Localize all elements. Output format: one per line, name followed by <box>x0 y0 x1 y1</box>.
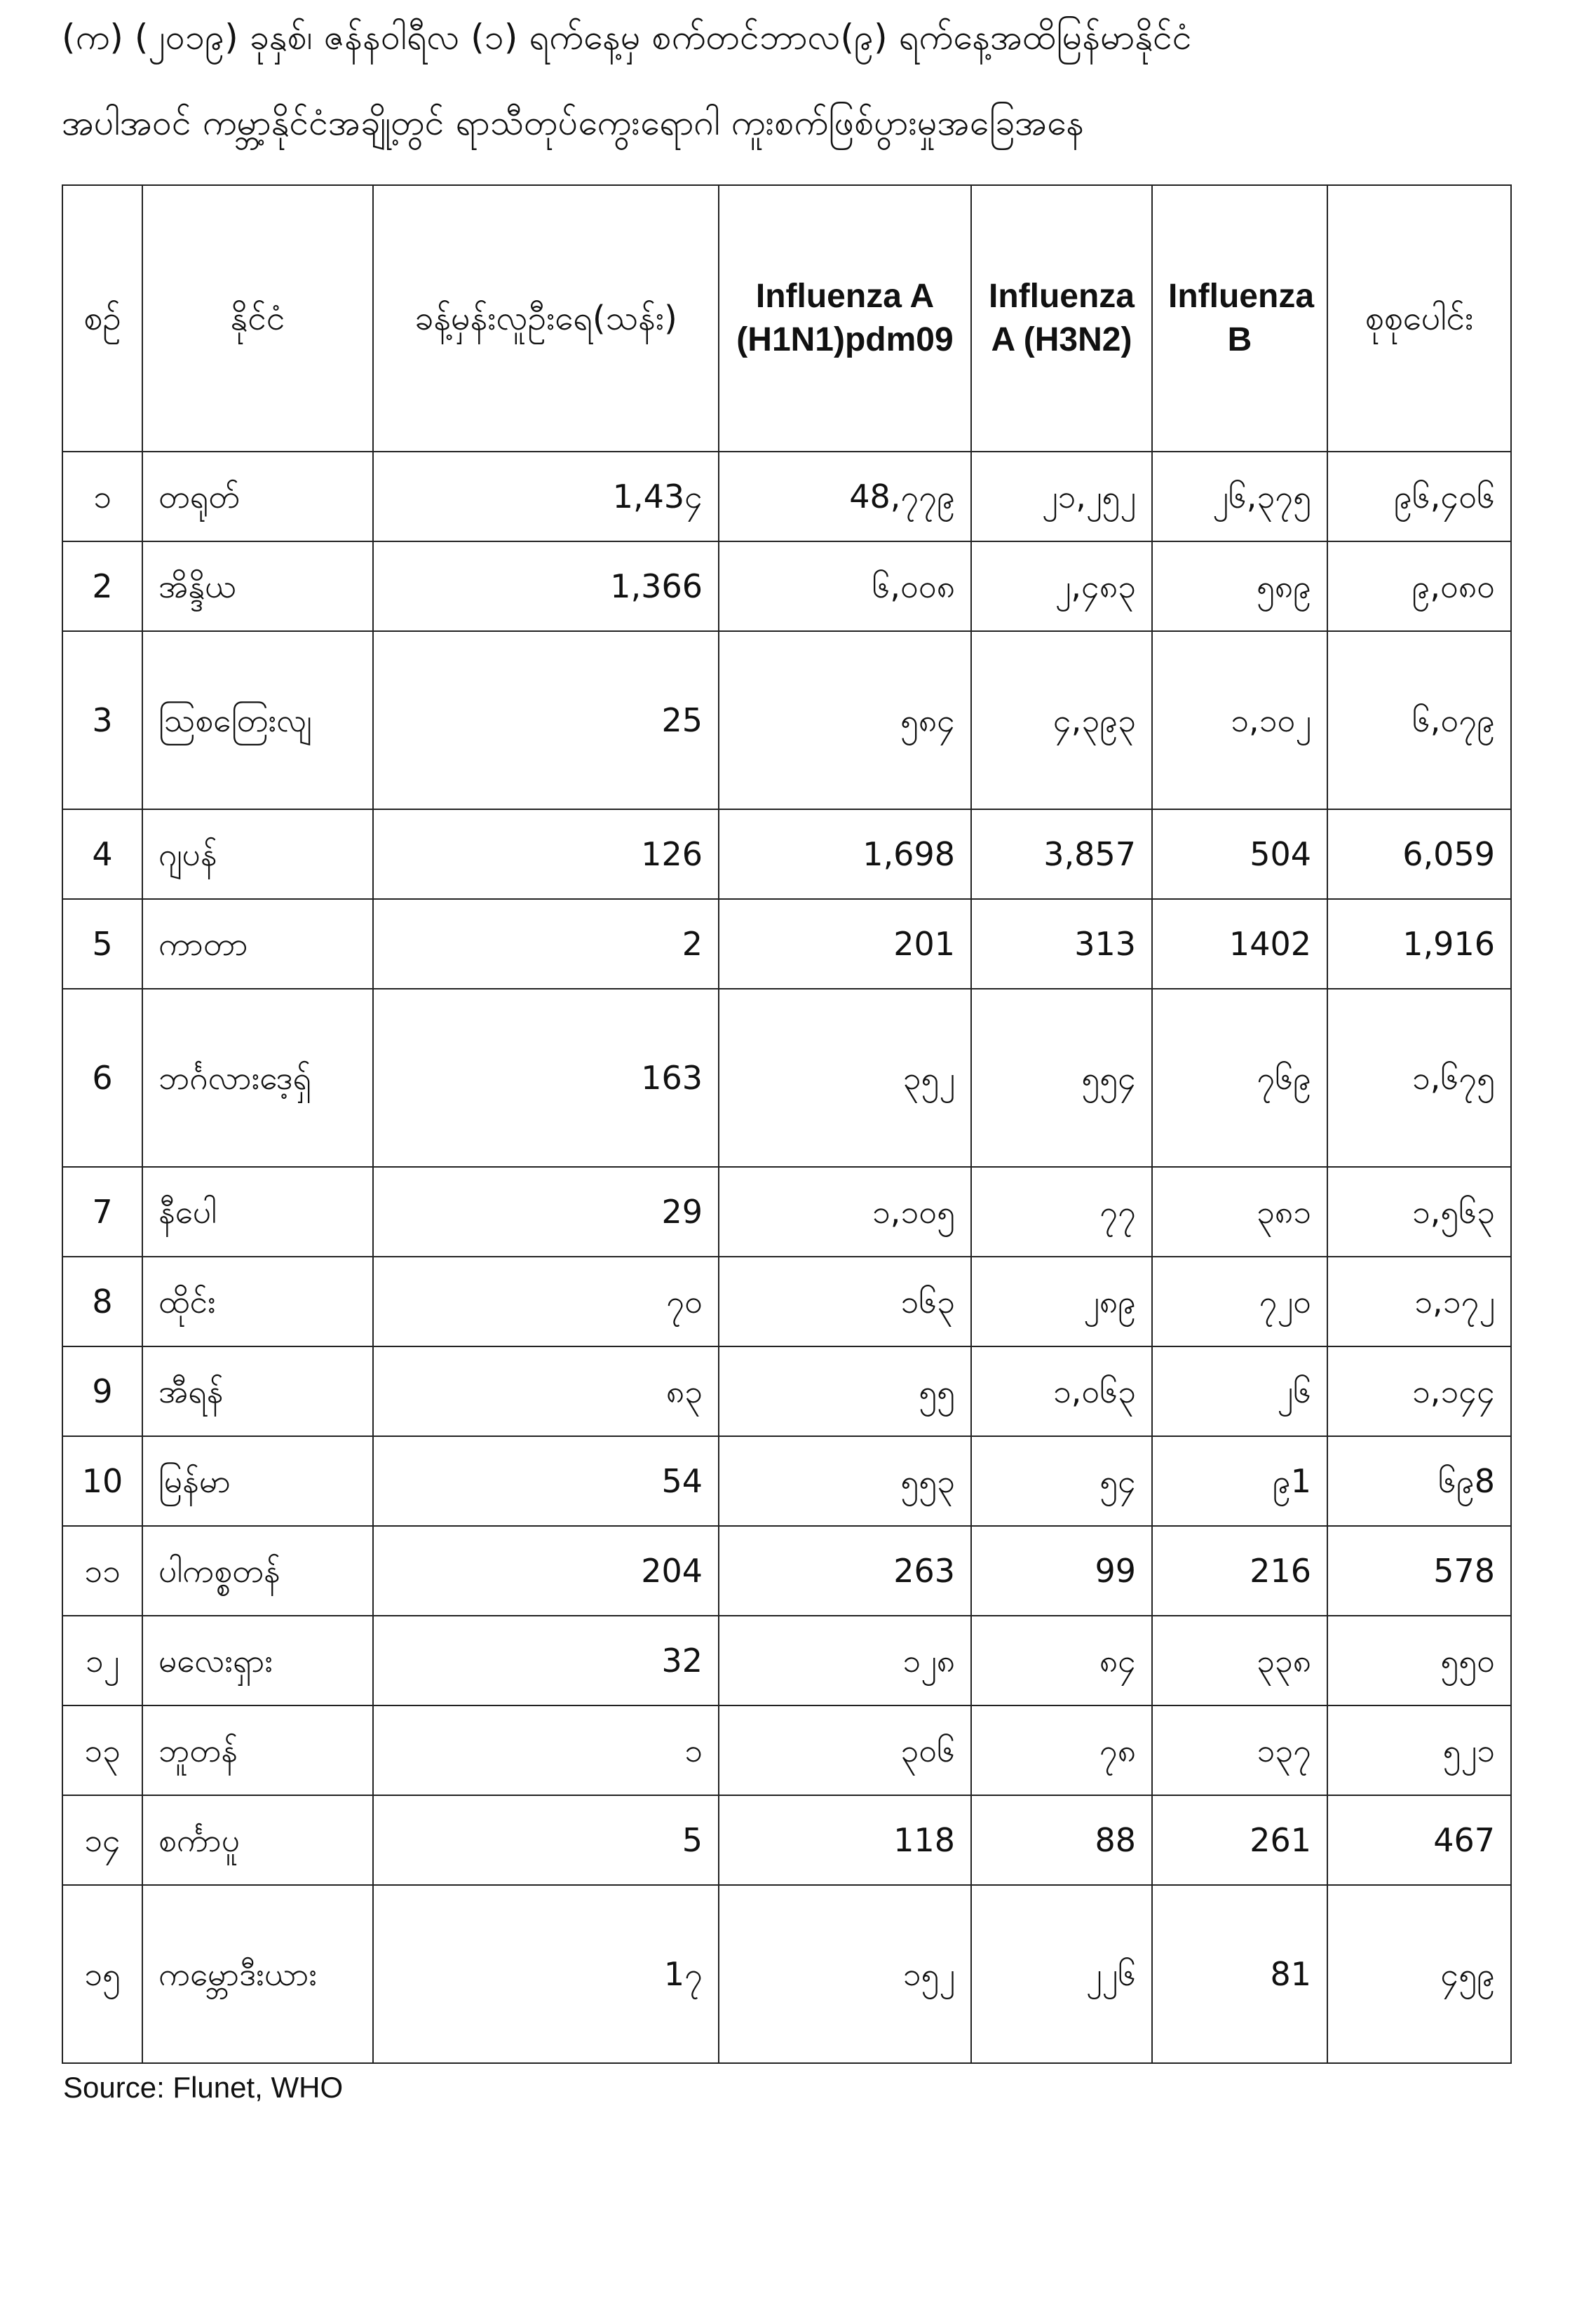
cell-h1n1: ၃၀၆ <box>719 1705 971 1795</box>
cell-influenza-b: 504 <box>1152 809 1327 899</box>
cell-h1n1: ၃၅၂ <box>719 989 971 1167</box>
cell-h3n2: ၁,၀၆၃ <box>971 1346 1152 1436</box>
source-note: Source: Flunet, WHO <box>63 2071 344 2104</box>
cell-h1n1: ၁၆၃ <box>719 1257 971 1346</box>
table-row <box>62 452 1511 541</box>
cell-serial: 3 <box>62 631 142 809</box>
cell-country: ဘူတန် <box>142 1705 373 1795</box>
cell-influenza-b: 81 <box>1152 1885 1327 2063</box>
cell-country: စင်္ကာပူ <box>142 1795 373 1885</box>
cell-country: အီရန် <box>142 1346 373 1436</box>
cell-serial: ၁၂ <box>62 1616 142 1705</box>
cell-serial: 8 <box>62 1257 142 1346</box>
header-h3n2: Influenza A (H3N2) <box>971 185 1152 452</box>
table-row <box>62 809 1511 899</box>
cell-population: 32 <box>373 1616 719 1705</box>
cell-population: 29 <box>373 1167 719 1257</box>
cell-country: အိန္ဒိယ <box>142 541 373 631</box>
cell-country: ကမ္ဘောဒီးယား <box>142 1885 373 2063</box>
cell-influenza-b: ၁၃၇ <box>1152 1705 1327 1795</box>
cell-h1n1: ၁,၁၀၅ <box>719 1167 971 1257</box>
header-population: ခန့်မှန်းလူဦးရေ(သန်း) <box>373 185 719 452</box>
cell-serial: ၁၃ <box>62 1705 142 1795</box>
cell-h1n1: 48,၇၇၉ <box>719 452 971 541</box>
cell-h1n1: ၆,၀၀၈ <box>719 541 971 631</box>
cell-h3n2: 88 <box>971 1795 1152 1885</box>
cell-country: နီပေါ <box>142 1167 373 1257</box>
cell-total: 1,916 <box>1327 899 1511 989</box>
cell-influenza-b: 261 <box>1152 1795 1327 1885</box>
cell-population: 1,366 <box>373 541 719 631</box>
cell-h3n2: ၅၅၄ <box>971 989 1152 1167</box>
table-row <box>62 1167 1511 1257</box>
cell-population: ၁ <box>373 1705 719 1795</box>
cell-h3n2: ၇၈ <box>971 1705 1152 1795</box>
table-row <box>62 631 1511 809</box>
cell-population: 204 <box>373 1526 719 1616</box>
cell-h1n1: 263 <box>719 1526 971 1616</box>
cell-influenza-b: ၂၆ <box>1152 1346 1327 1436</box>
cell-serial: 5 <box>62 899 142 989</box>
table-row <box>62 899 1511 989</box>
cell-total: ၆,၀၇၉ <box>1327 631 1511 809</box>
cell-population: 1,43၄ <box>373 452 719 541</box>
cell-country: ဂျပန် <box>142 809 373 899</box>
heading-line-2: အပါအဝင် ကမ္ဘာ့နိုင်ငံအချို့တွင် ရာသီတုပ်ကွေးရောဂါ ကူးစက်ဖြစ်ပွားမှုအခြေအနေ <box>62 102 1085 143</box>
table-row <box>62 1526 1511 1616</box>
cell-h1n1: ၁၂၈ <box>719 1616 971 1705</box>
cell-h3n2: ၂၈၉ <box>971 1257 1152 1346</box>
cell-country: မလေးရှား <box>142 1616 373 1705</box>
cell-total: 578 <box>1327 1526 1511 1616</box>
cell-total: ၅၅၀ <box>1327 1616 1511 1705</box>
cell-influenza-b: ၅၈၉ <box>1152 541 1327 631</box>
cell-total: ၉,၀၈၀ <box>1327 541 1511 631</box>
cell-serial: ၁ <box>62 452 142 541</box>
cell-serial: 7 <box>62 1167 142 1257</box>
cell-serial: 2 <box>62 541 142 631</box>
influenza-table <box>62 184 1512 2064</box>
table-row <box>62 1795 1511 1885</box>
cell-influenza-b: ၇၆၉ <box>1152 989 1327 1167</box>
cell-h3n2: ၄,၃၉၃ <box>971 631 1152 809</box>
cell-h1n1: ၅၅ <box>719 1346 971 1436</box>
cell-population: 25 <box>373 631 719 809</box>
cell-population: 1၇ <box>373 1885 719 2063</box>
cell-country: ကာတာ <box>142 899 373 989</box>
cell-h1n1: 118 <box>719 1795 971 1885</box>
cell-serial: 9 <box>62 1346 142 1436</box>
cell-h1n1: ၅၈၄ <box>719 631 971 809</box>
table-row <box>62 1705 1511 1795</box>
cell-h3n2: ၂၁,၂၅၂ <box>971 452 1152 541</box>
cell-influenza-b: 216 <box>1152 1526 1327 1616</box>
cell-h1n1: ၁၅၂ <box>719 1885 971 2063</box>
cell-h1n1: 201 <box>719 899 971 989</box>
cell-serial: ၁၄ <box>62 1795 142 1885</box>
cell-influenza-b: ၃၈၁ <box>1152 1167 1327 1257</box>
cell-total: ၆၉8 <box>1327 1436 1511 1526</box>
cell-total: ၁,၅၆၃ <box>1327 1167 1511 1257</box>
table-row <box>62 989 1511 1167</box>
cell-population: 54 <box>373 1436 719 1526</box>
cell-serial: 4 <box>62 809 142 899</box>
cell-country: ထိုင်း <box>142 1257 373 1346</box>
cell-country: ဘင်္ဂလားဒေ့ရှ် <box>142 989 373 1167</box>
cell-h3n2: ၂၂၆ <box>971 1885 1152 2063</box>
cell-influenza-b: 1402 <box>1152 899 1327 989</box>
heading-line-1: (က) (၂၀၁၉) ခုနှစ်၊ ဇန်နဝါရီလ (၁) ရက်နေ့မှ စက်တင်ဘာလ(၉) ရက်နေ့အထိမြန်မာနိုင်ငံ <box>62 17 1192 58</box>
table-row <box>62 1436 1511 1526</box>
table-row <box>62 1257 1511 1346</box>
cell-h1n1: ၅၅၃ <box>719 1436 971 1526</box>
cell-total: ၁,၁၄၄ <box>1327 1346 1511 1436</box>
cell-population: 126 <box>373 809 719 899</box>
cell-total: ၄၅၉ <box>1327 1885 1511 2063</box>
header-total: စုစုပေါင်း <box>1327 185 1511 452</box>
cell-influenza-b: ၁,၁၀၂ <box>1152 631 1327 809</box>
cell-h1n1: 1,698 <box>719 809 971 899</box>
header-serial: စဉ် <box>62 185 142 452</box>
cell-serial: ၁၅ <box>62 1885 142 2063</box>
cell-h3n2: ၈၄ <box>971 1616 1152 1705</box>
cell-h3n2: ၂,၄၈၃ <box>971 541 1152 631</box>
cell-influenza-b: ၉1 <box>1152 1436 1327 1526</box>
cell-serial: 10 <box>62 1436 142 1526</box>
cell-h3n2: 99 <box>971 1526 1152 1616</box>
table-row <box>62 541 1511 631</box>
cell-total: ၉၆,၄၀၆ <box>1327 452 1511 541</box>
cell-h3n2: 313 <box>971 899 1152 989</box>
cell-influenza-b: ၂၆,၃၇၅ <box>1152 452 1327 541</box>
table-row <box>62 1616 1511 1705</box>
cell-country: ပါကစ္စတန် <box>142 1526 373 1616</box>
cell-h3n2: ၅၄ <box>971 1436 1152 1526</box>
cell-population: 163 <box>373 989 719 1167</box>
cell-total: ၅၂၁ <box>1327 1705 1511 1795</box>
cell-influenza-b: ၃၃၈ <box>1152 1616 1327 1705</box>
header-h1n1: Influenza A (H1N1)pdm09 <box>719 185 971 452</box>
cell-h3n2: 3,857 <box>971 809 1152 899</box>
cell-population: 2 <box>373 899 719 989</box>
cell-serial: 6 <box>62 989 142 1167</box>
table-row <box>62 1346 1511 1436</box>
table-header-row <box>62 185 1511 452</box>
cell-total: 6,059 <box>1327 809 1511 899</box>
cell-country: မြန်မာ <box>142 1436 373 1526</box>
header-country: နိုင်ငံ <box>142 185 373 452</box>
cell-h3n2: ၇၇ <box>971 1167 1152 1257</box>
cell-total: 467 <box>1327 1795 1511 1885</box>
cell-influenza-b: ၇၂၀ <box>1152 1257 1327 1346</box>
cell-country: ဩစတြေးလျ <box>142 631 373 809</box>
table-row <box>62 1885 1511 2063</box>
cell-total: ၁,၁၇၂ <box>1327 1257 1511 1346</box>
header-influenza-b: Influenza B <box>1152 185 1327 452</box>
cell-serial: ၁၁ <box>62 1526 142 1616</box>
cell-total: ၁,၆၇၅ <box>1327 989 1511 1167</box>
cell-population: ၈၃ <box>373 1346 719 1436</box>
cell-population: ၇၀ <box>373 1257 719 1346</box>
cell-country: တရုတ် <box>142 452 373 541</box>
cell-population: 5 <box>373 1795 719 1885</box>
